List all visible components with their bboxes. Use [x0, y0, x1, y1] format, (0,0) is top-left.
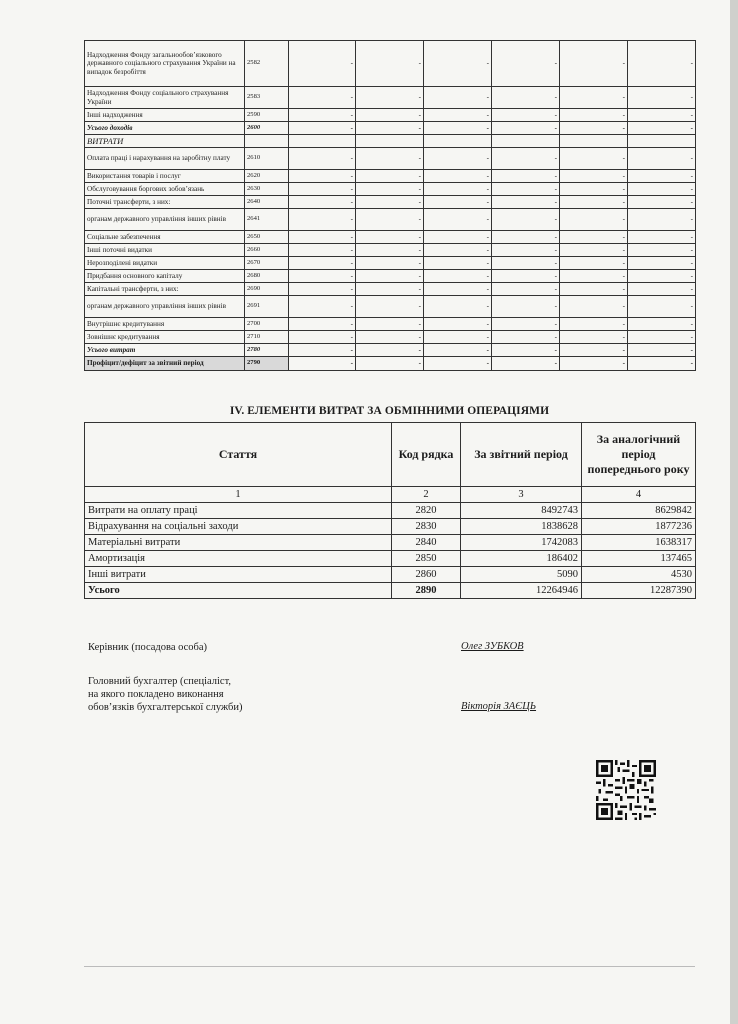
- row-value: -: [289, 231, 356, 244]
- row-value: -: [424, 257, 492, 270]
- row-value: -: [492, 257, 560, 270]
- budget-table: [84, 40, 696, 371]
- row-label: Поточні трансферти, з них:: [85, 196, 245, 209]
- budget-row: [85, 183, 696, 196]
- row-value: -: [492, 183, 560, 196]
- row-label: Нерозподілені видатки: [85, 257, 245, 270]
- table-row: Амортизація 2850 186402 137465: [85, 551, 696, 567]
- budget-row: [85, 196, 696, 209]
- row-value: -: [560, 170, 628, 183]
- row-value: -: [356, 196, 424, 209]
- row-value: [492, 135, 560, 148]
- row-value: -: [424, 318, 492, 331]
- row-value: -: [424, 231, 492, 244]
- row-value: -: [492, 109, 560, 122]
- row-value: -: [356, 331, 424, 344]
- row-code: 2691: [245, 296, 289, 318]
- row-value: -: [492, 170, 560, 183]
- row-code: 2650: [245, 231, 289, 244]
- row-value: -: [560, 257, 628, 270]
- row-label: Оплата праці і нарахування на заробітну плату: [85, 148, 245, 170]
- row-value: -: [356, 170, 424, 183]
- budget-row: [85, 244, 696, 257]
- row-value: [424, 135, 492, 148]
- qr-code-icon: [596, 760, 656, 820]
- budget-row: [85, 231, 696, 244]
- row-label: Зовнішнє кредитування: [85, 331, 245, 344]
- row-value: -: [560, 122, 628, 135]
- row-value: -: [492, 331, 560, 344]
- row-value: -: [492, 357, 560, 371]
- row-label: Капітальні трансферти, з них:: [85, 283, 245, 296]
- row-value: -: [356, 296, 424, 318]
- row-code: 2640: [245, 196, 289, 209]
- row-code: 2630: [245, 183, 289, 196]
- row-value: -: [356, 41, 424, 87]
- header-article: Стаття: [85, 423, 392, 487]
- expense-elements-table: [84, 422, 696, 599]
- row-label: Інші надходження: [85, 109, 245, 122]
- row-label: органам державного управління інших рівнів: [85, 209, 245, 231]
- row-value: -: [492, 196, 560, 209]
- row-code: 2700: [245, 318, 289, 331]
- row-value: -: [628, 244, 696, 257]
- section-title: IV. ЕЛЕМЕНТИ ВИТРАТ ЗА ОБМІННИМИ ОПЕРАЦІЯМИ: [229, 405, 550, 417]
- row-value: -: [289, 318, 356, 331]
- row-code: 2710: [245, 331, 289, 344]
- total-row: Усього 2890 12264946 12287390: [85, 583, 696, 599]
- budget-row: [85, 122, 696, 135]
- row-value: -: [628, 296, 696, 318]
- row-value: -: [424, 183, 492, 196]
- row-value: -: [424, 270, 492, 283]
- row-value: -: [424, 41, 492, 87]
- row-value: -: [356, 148, 424, 170]
- table-row: Матеріальні витрати 2840 1742083 1638317: [85, 535, 696, 551]
- row-label: органам державного управління інших рівнів: [85, 296, 245, 318]
- row-value: -: [560, 41, 628, 87]
- row-value: -: [356, 209, 424, 231]
- row-value: -: [289, 296, 356, 318]
- row-value: [560, 135, 628, 148]
- row-value: [356, 135, 424, 148]
- row-value: -: [356, 357, 424, 371]
- row-code: 2600: [245, 122, 289, 135]
- row-value: -: [356, 183, 424, 196]
- budget-row: [85, 209, 696, 231]
- row-value: -: [424, 244, 492, 257]
- row-label: Придбання основного капіталу: [85, 270, 245, 283]
- row-label: ВИТРАТИ: [85, 135, 245, 148]
- row-value: -: [560, 109, 628, 122]
- row-value: -: [628, 357, 696, 371]
- row-value: -: [424, 87, 492, 109]
- row-value: -: [560, 244, 628, 257]
- budget-row: [85, 87, 696, 109]
- budget-row: [85, 357, 696, 371]
- header-current: За звітний період: [461, 423, 582, 487]
- table-row: Витрати на оплату праці 2820 8492743 8629842: [85, 503, 696, 519]
- budget-row: [85, 257, 696, 270]
- row-value: -: [289, 257, 356, 270]
- row-value: -: [289, 283, 356, 296]
- row-value: -: [560, 196, 628, 209]
- row-value: -: [424, 296, 492, 318]
- row-value: -: [289, 357, 356, 371]
- row-value: -: [356, 318, 424, 331]
- row-value: [289, 135, 356, 148]
- row-value: -: [424, 122, 492, 135]
- budget-row: [85, 318, 696, 331]
- row-value: -: [628, 331, 696, 344]
- footer-divider: [84, 966, 695, 967]
- row-value: -: [492, 318, 560, 331]
- row-label: Використання товарів і послуг: [85, 170, 245, 183]
- row-value: -: [424, 209, 492, 231]
- row-value: -: [560, 209, 628, 231]
- row-value: -: [492, 231, 560, 244]
- row-value: -: [560, 270, 628, 283]
- row-code: 2660: [245, 244, 289, 257]
- row-value: -: [289, 331, 356, 344]
- row-code: 2780: [245, 344, 289, 357]
- row-value: -: [628, 231, 696, 244]
- row-code: 2641: [245, 209, 289, 231]
- budget-row: [85, 148, 696, 170]
- row-value: -: [492, 296, 560, 318]
- row-code: 2620: [245, 170, 289, 183]
- row-value: -: [424, 357, 492, 371]
- row-value: -: [289, 244, 356, 257]
- budget-row: [85, 331, 696, 344]
- row-value: -: [628, 170, 696, 183]
- page-edge: [730, 0, 738, 1024]
- row-code: 2690: [245, 283, 289, 296]
- row-value: -: [424, 170, 492, 183]
- row-value: -: [356, 122, 424, 135]
- row-value: -: [356, 109, 424, 122]
- row-value: -: [289, 148, 356, 170]
- table-row: Відрахування на соціальні заходи 2830 1838628 1877236: [85, 519, 696, 535]
- row-code: 2583: [245, 87, 289, 109]
- row-value: -: [628, 183, 696, 196]
- row-code: 2610: [245, 148, 289, 170]
- row-value: -: [628, 148, 696, 170]
- budget-row: [85, 41, 696, 87]
- head-label: Керівник (посадова особа): [88, 642, 208, 653]
- row-label: Усього витрат: [85, 344, 245, 357]
- row-value: -: [492, 122, 560, 135]
- row-value: -: [289, 122, 356, 135]
- row-value: -: [560, 296, 628, 318]
- row-value: -: [560, 357, 628, 371]
- row-value: -: [628, 196, 696, 209]
- row-value: -: [492, 209, 560, 231]
- row-value: -: [289, 344, 356, 357]
- budget-row: [85, 135, 696, 148]
- row-value: -: [628, 257, 696, 270]
- row-value: -: [560, 87, 628, 109]
- row-value: -: [289, 41, 356, 87]
- row-code: 2582: [245, 41, 289, 87]
- row-code: [245, 135, 289, 148]
- row-value: -: [560, 148, 628, 170]
- accountant-name: Вікторія ЗАЄЦЬ: [461, 701, 537, 712]
- row-code: 2670: [245, 257, 289, 270]
- head-name: Олег ЗУБКОВ: [461, 641, 524, 652]
- row-value: -: [424, 331, 492, 344]
- row-value: -: [424, 196, 492, 209]
- row-code: 2680: [245, 270, 289, 283]
- row-value: -: [356, 283, 424, 296]
- row-label: Надходження Фонду соціального страхування України: [85, 87, 245, 109]
- row-label: Соціальне забезпечення: [85, 231, 245, 244]
- row-value: -: [628, 87, 696, 109]
- table-row: Інші витрати 2860 5090 4530: [85, 567, 696, 583]
- row-value: -: [289, 183, 356, 196]
- row-value: -: [492, 148, 560, 170]
- row-value: -: [356, 270, 424, 283]
- row-value: -: [289, 209, 356, 231]
- row-value: -: [356, 257, 424, 270]
- row-value: -: [492, 244, 560, 257]
- row-value: -: [424, 344, 492, 357]
- budget-row: [85, 344, 696, 357]
- row-label: Обслуговування боргових зобов’язань: [85, 183, 245, 196]
- row-value: -: [424, 148, 492, 170]
- row-value: -: [289, 170, 356, 183]
- row-value: -: [628, 122, 696, 135]
- row-value: -: [356, 244, 424, 257]
- row-value: -: [628, 109, 696, 122]
- index-row: 1 2 3 4: [85, 487, 696, 503]
- row-code: 2790: [245, 357, 289, 371]
- row-code: 2590: [245, 109, 289, 122]
- budget-row: [85, 283, 696, 296]
- row-value: -: [289, 87, 356, 109]
- row-value: -: [628, 318, 696, 331]
- row-value: -: [289, 196, 356, 209]
- row-value: -: [560, 318, 628, 331]
- accountant-label: Головний бухгалтер (спеціаліст, на якого покладено виконання обов’язків бухгалтерської служби): [88, 676, 243, 713]
- row-label: Внутрішнє кредитування: [85, 318, 245, 331]
- row-value: -: [356, 87, 424, 109]
- row-value: -: [628, 344, 696, 357]
- row-value: [628, 135, 696, 148]
- row-value: -: [560, 231, 628, 244]
- budget-row: [85, 296, 696, 318]
- row-value: -: [424, 109, 492, 122]
- row-label: Надходження Фонду загальнообов’язкового державного соціального страхування України на випадок безробіття: [85, 41, 245, 87]
- row-label: Усього доходів: [85, 122, 245, 135]
- row-label: Інші поточні видатки: [85, 244, 245, 257]
- row-value: -: [289, 109, 356, 122]
- budget-row: [85, 270, 696, 283]
- row-value: -: [492, 87, 560, 109]
- budget-row: [85, 109, 696, 122]
- row-value: -: [560, 183, 628, 196]
- row-value: -: [356, 231, 424, 244]
- row-value: -: [492, 41, 560, 87]
- row-value: -: [560, 344, 628, 357]
- header-previous: За аналогічний період попереднього року: [582, 423, 696, 487]
- header-code: Код рядка: [392, 423, 461, 487]
- row-value: -: [289, 270, 356, 283]
- row-value: -: [356, 344, 424, 357]
- budget-row: [85, 170, 696, 183]
- row-label: Профіцит/дефіцит за звітний період: [85, 357, 245, 371]
- row-value: -: [628, 283, 696, 296]
- row-value: -: [628, 270, 696, 283]
- row-value: -: [628, 209, 696, 231]
- row-value: -: [560, 283, 628, 296]
- row-value: -: [560, 331, 628, 344]
- row-value: -: [424, 283, 492, 296]
- row-value: -: [492, 344, 560, 357]
- row-value: -: [628, 41, 696, 87]
- row-value: -: [492, 283, 560, 296]
- row-value: -: [492, 270, 560, 283]
